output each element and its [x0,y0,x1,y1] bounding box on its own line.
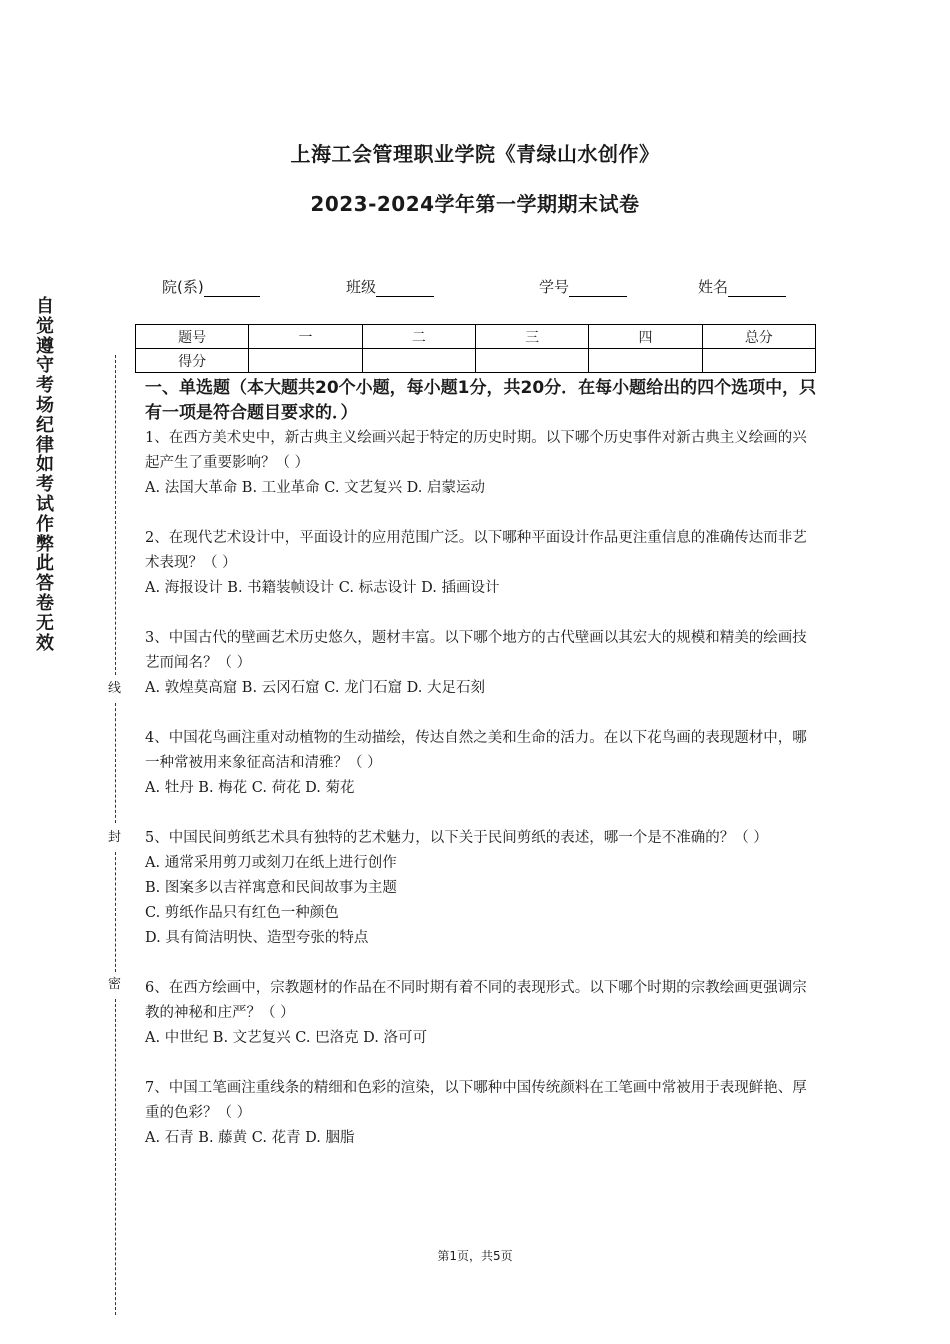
question-1 [145,426,820,501]
binding-dashed-line [115,703,116,823]
department-field [162,276,260,297]
score-input-cell[interactable] [702,349,815,373]
class-field [346,276,434,297]
question-list [145,426,820,1176]
binding-label-secret: 密 [108,977,122,992]
score-cell: 得分 [136,349,249,373]
score-cell: 题号 [136,325,249,349]
question-option-d: D. 具有简洁明快、造型夸张的特点 [145,930,369,946]
score-input-cell[interactable] [249,349,362,373]
score-input-cell[interactable] [589,349,702,373]
department-label: 院(系) [162,278,204,296]
binding-dashed-line [115,852,116,972]
question-stem: 2、在现代艺术设计中，平面设计的应用范围广泛。以下哪种平面设计作品更注重信息的准确传达而非艺术表现？（ ） [145,530,807,571]
score-table-header-row [136,325,816,349]
question-3 [145,626,820,701]
question-stem: 5、中国民间剪纸艺术具有独特的艺术魅力，以下关于民间剪纸的表述，哪一个是不准确的？（ ） [145,830,768,846]
binding-label-line: 线 [108,681,122,696]
binding-dashed-line [115,355,116,675]
name-field [698,276,786,297]
name-blank[interactable] [728,280,786,297]
question-5 [145,826,820,951]
student-id-field [539,276,627,297]
exam-title-line2: 2023-2024学年第一学期期末试卷 [310,192,640,216]
question-option-a: A. 通常采用剪刀或刻刀在纸上进行创作 [145,855,397,871]
question-options: A. 中世纪 B. 文艺复兴 C. 巴洛克 D. 洛可可 [145,1030,428,1046]
question-options: A. 敦煌莫高窟 B. 云冈石窟 C. 龙门石窟 D. 大足石刻 [145,680,486,696]
binding-label-seal: 封 [108,830,122,845]
score-cell: 四 [589,325,702,349]
side-integrity-notice: 自觉遵守考场纪律如考试作弊此答卷无效 [36,296,54,654]
question-stem: 7、中国工笔画注重线条的精细和色彩的渲染，以下哪种中国传统颜料在工笔画中常被用于表现鲜艳、厚重的色彩？（ ） [145,1080,807,1121]
question-option-b: B. 图案多以吉祥寓意和民间故事为主题 [145,880,397,896]
section-heading: 一、单选题（本大题共20个小题，每小题1分，共20分．在每小题给出的四个选项中，只有一项是符合题目要求的．） [145,378,817,423]
class-label: 班级 [346,278,377,296]
question-options: A. 海报设计 B. 书籍装帧设计 C. 标志设计 D. 插画设计 [145,580,500,596]
question-stem: 3、中国古代的壁画艺术历史悠久，题材丰富。以下哪个地方的古代壁画以其宏大的规模和精美的绘画技艺而闻名？（ ） [145,630,807,671]
question-4 [145,726,820,801]
question-7 [145,1076,820,1151]
score-input-cell[interactable] [362,349,475,373]
question-options: A. 法国大革命 B. 工业革命 C. 文艺复兴 D. 启蒙运动 [145,480,486,496]
question-stem: 1、在西方美术史中，新古典主义绘画兴起于特定的历史时期。以下哪个历史事件对新古典主义绘画的兴起产生了重要影响？（ ） [145,430,807,471]
question-stem: 6、在西方绘画中，宗教题材的作品在不同时期有着不同的表现形式。以下哪个时期的宗教绘画更强调宗教的神秘和庄严？（ ） [145,980,807,1021]
score-input-cell[interactable] [475,349,588,373]
department-blank[interactable] [204,280,260,297]
score-cell: 一 [249,325,362,349]
question-6 [145,976,820,1051]
question-options: A. 牡丹 B. 梅花 C. 荷花 D. 菊花 [145,780,355,796]
student-id-blank[interactable] [569,280,627,297]
binding-dashed-line [115,999,116,1315]
score-cell: 总分 [702,325,815,349]
question-stem: 4、中国花鸟画注重对动植物的生动描绘，传达自然之美和生命的活力。在以下花鸟画的表现题材中，哪一种常被用来象征高洁和清雅？（ ） [145,730,807,771]
score-table [135,324,816,373]
question-options: A. 石青 B. 藤黄 C. 花青 D. 胭脂 [145,1130,355,1146]
score-cell: 三 [475,325,588,349]
score-table-score-row [136,349,816,373]
student-id-label: 学号 [539,278,570,296]
score-cell: 二 [362,325,475,349]
exam-title-line1: 上海工会管理职业学院《青绿山水创作》 [290,142,660,166]
question-2 [145,526,820,601]
class-blank[interactable] [376,280,434,297]
name-label: 姓名 [698,278,729,296]
page-footer: 第1页，共5页 [437,1249,513,1263]
question-option-c: C. 剪纸作品只有红色一种颜色 [145,905,339,921]
